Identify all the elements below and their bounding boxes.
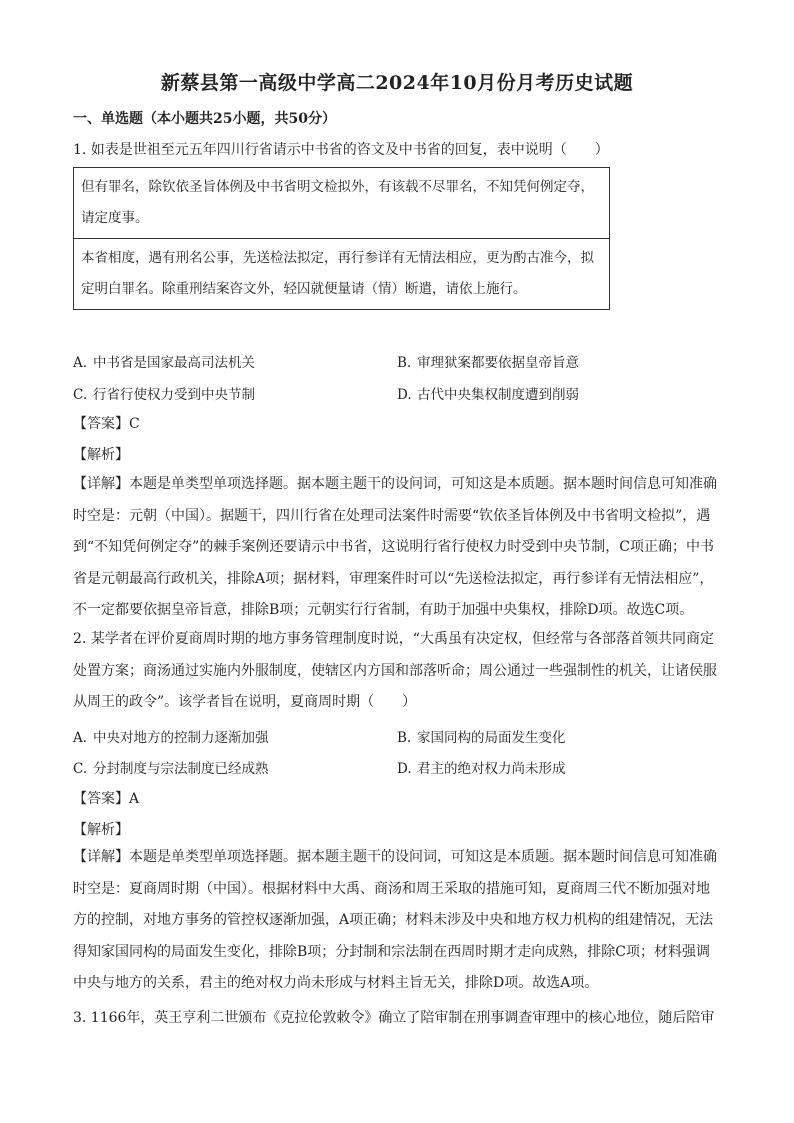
option-key: D. bbox=[397, 761, 412, 777]
option-key: C. bbox=[73, 387, 88, 403]
question-1-stem: 1. 如表是世祖至元五年四川行省请示中书省的咨文及中书省的回复，表中说明（ ） bbox=[73, 142, 609, 158]
option-text: 中书省是国家最高司法机关 bbox=[93, 355, 255, 371]
question-1-analysis-label: 【解析】 bbox=[73, 447, 129, 463]
question-2-answer: 【答案】A bbox=[73, 791, 140, 807]
question-1-table bbox=[73, 167, 610, 310]
option-key: C. bbox=[73, 761, 88, 777]
option-text: 古代中央集权制度遭到削弱 bbox=[417, 387, 579, 403]
question-1-option-c bbox=[73, 383, 255, 403]
question-2-option-c bbox=[73, 757, 269, 777]
option-text: 分封制度与宗法制度已经成熟 bbox=[93, 761, 269, 777]
option-text: 君主的绝对权力尚未形成 bbox=[417, 761, 566, 777]
question-1-option-b bbox=[397, 351, 579, 371]
option-text: 家国同构的局面发生变化 bbox=[417, 730, 566, 746]
question-2-analysis-label: 【解析】 bbox=[73, 822, 129, 838]
option-key: B. bbox=[397, 355, 412, 371]
question-2-option-a bbox=[73, 726, 269, 746]
option-key: D. bbox=[397, 387, 412, 403]
page-title: 新蔡县第一高级中学高二2024年10月份月考历史试题 bbox=[160, 72, 634, 94]
option-text: 中央对地方的控制力逐渐加强 bbox=[93, 730, 269, 746]
option-key: A. bbox=[73, 730, 88, 746]
question-1-option-a bbox=[73, 351, 255, 371]
option-text: 审理狱案都要依据皇帝旨意 bbox=[417, 355, 579, 371]
table-row: 但有罪名，除钦依圣旨体例及中书省明文检拟外，有该载不尽罪名，不知凭何例定夺，请定度事。 bbox=[81, 179, 594, 226]
question-2-option-b bbox=[397, 726, 566, 746]
question-1-answer: 【答案】C bbox=[73, 416, 140, 432]
question-1-option-d bbox=[397, 383, 579, 403]
question-3-stem: 3. 1166年，英王亨利二世颁布《克拉伦敦敕令》确立了陪审制在刑事调查审理中的核心地位，随后陪审 bbox=[73, 1010, 715, 1026]
question-2-stem: 2. 某学者在评价夏商周时期的地方事务管理制度时说，“大禹虽有决定权，但经常与各部落首领共同商定处置方案；商汤通过实施内外服制度，使辖区内方国和部落听命；周公通过一些强制性的机关，让诸侯服从周王的政令”。该学者旨在说明，夏商周时期（ ） bbox=[73, 631, 717, 710]
option-text: 行省行使权力受到中央节制 bbox=[93, 387, 255, 403]
option-key: B. bbox=[397, 730, 412, 746]
question-1-detail: 【详解】本题是单类型单项选择题。据本题主题干的设问词，可知这是本质题。据本题时间信息可知准确时空是：元朝（中国）。据题干，四川行省在处理司法案件时需要“钦依圣旨体例及中书省明文检拟”，遇到“不知凭何例定夺”的棘手案例还要请示中书省，这说明行省行使权力时受到中央节制，C项正确；中书省是元朝最高行政机关，排除A项；据材料，审理案件时可以“先送检法拟定，再行参详有无情法相应”，不一定都要依据皇帝旨意，排除B项；元朝实行行省制，有助于加强中央集权，排除D项。故选C项。 bbox=[73, 476, 717, 618]
option-key: A. bbox=[73, 355, 88, 371]
table-row: 本省相度，遇有刑名公事，先送检法拟定，再行参详有无情法相应，更为酌古准今，拟定明白罪名。除重刑结案咨文外，轻囚就便量请（情）断遣，请依上施行。 bbox=[74, 238, 609, 309]
section-heading: 一、单选题（本小题共25小题，共50分） bbox=[73, 111, 336, 127]
question-2-option-d bbox=[397, 757, 566, 777]
question-2-detail: 【详解】本题是单类型单项选择题。据本题主题干的设问词，可知这是本质题。据本题时间信息可知准确时空是：夏商周时期（中国）。根据材料中大禹、商汤和周王采取的措施可知，夏商周三代不断加强对地方的控制，对地方事务的管控权逐渐加强，A项正确；材料未涉及中央和地方权力机构的组建情况，无法得知家国同构的局面发生变化，排除B项；分封制和宗法制在西周时期才走向成熟，排除C项；材料强调中央与地方的关系，君主的绝对权力尚未形成与材料主旨无关，排除D项。故选A项。 bbox=[73, 849, 717, 991]
